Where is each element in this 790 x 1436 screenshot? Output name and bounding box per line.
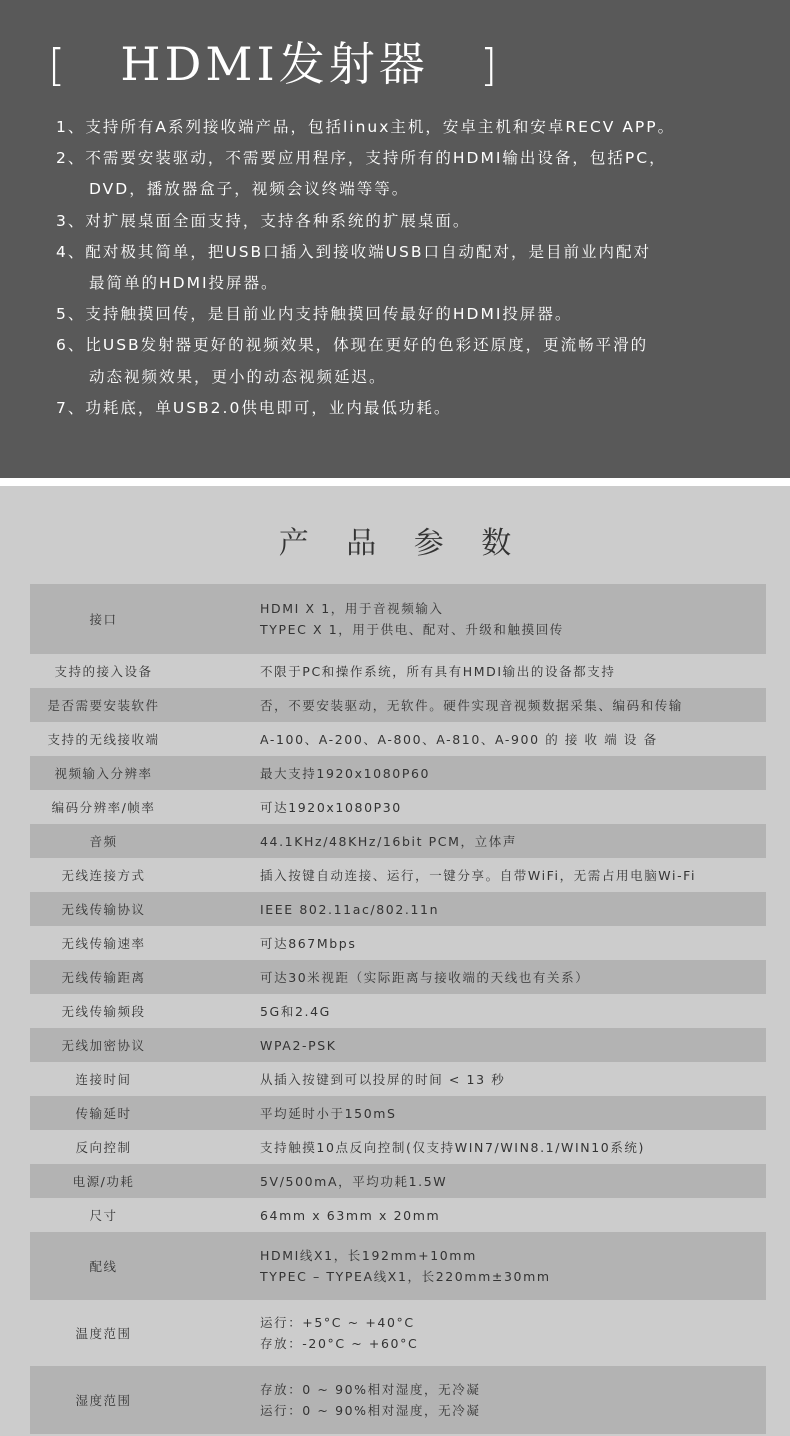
param-label: 支持的接入设备 <box>54 664 153 679</box>
param-value-line: A-100、A-200、A-800、A-810、A-900 的 接 收 端 设 备 <box>260 731 658 747</box>
param-label: 反向控制 <box>75 1140 132 1155</box>
param-label: 尺寸 <box>89 1208 118 1223</box>
param-label: 无线传输距离 <box>61 970 146 985</box>
param-value <box>177 661 766 682</box>
param-row <box>30 1366 766 1434</box>
param-value-line: 可达1920x1080P30 <box>260 799 402 815</box>
param-row <box>30 584 766 654</box>
param-row <box>30 994 766 1028</box>
param-value <box>177 933 766 954</box>
param-row <box>30 1062 766 1096</box>
param-value-line: IEEE 802.11ac/802.11n <box>260 901 440 917</box>
param-row <box>30 1198 766 1232</box>
param-value-line: 否，不要安装驱动，无软件。硬件实现音视频数据采集、编码和传输 <box>260 697 684 713</box>
param-value-line: 平均延时小于150mS <box>260 1105 397 1121</box>
param-label: 连接时间 <box>75 1072 132 1087</box>
param-value-line: WPA2-PSK <box>260 1037 337 1053</box>
param-value-line: 插入按键自动连接、运行，一键分享。自带WiFi，无需占用电脑Wi-Fi <box>260 867 697 883</box>
param-row <box>30 722 766 756</box>
param-row <box>30 926 766 960</box>
param-label: 编码分辨率/帧率 <box>51 800 156 815</box>
param-value <box>177 1312 766 1354</box>
param-label: 无线连接方式 <box>61 868 146 883</box>
param-value <box>177 763 766 784</box>
param-label: 无线加密协议 <box>61 1038 146 1053</box>
param-label: 接口 <box>89 612 118 627</box>
feature-line: 1、支持所有A系列接收端产品，包括linux主机，安卓主机和安卓RECV APP。 <box>56 118 676 136</box>
section-divider <box>0 478 790 486</box>
feature-line: 4、配对极其简单，把USB口插入到接收端USB口自动配对，是目前业内配对 <box>56 242 651 261</box>
param-value <box>177 1069 766 1090</box>
param-row <box>30 1028 766 1062</box>
param-value-line: 可达867Mbps <box>260 935 357 951</box>
param-value-line: 最大支持1920x1080P60 <box>260 765 431 781</box>
feature-line: DVD，播放器盒子，视频会议终端等等。 <box>89 180 410 199</box>
param-value <box>177 1245 766 1287</box>
param-value <box>177 967 766 988</box>
feature-line: 最简单的HDMI投屏器。 <box>89 273 279 292</box>
feature-line: 2、不需要安装驱动，不需要应用程序，支持所有的HDMI输出设备，包括PC， <box>56 149 667 168</box>
param-value <box>177 695 766 716</box>
title-left-bracket: [ <box>48 40 70 91</box>
param-label: 无线传输频段 <box>61 1004 146 1019</box>
param-label: 传输延时 <box>75 1106 132 1121</box>
param-row <box>30 1232 766 1300</box>
page-title <box>48 34 501 94</box>
param-value <box>177 1379 766 1421</box>
param-value-line: 运行：0 ~ 90%相对湿度，无冷凝 <box>260 1403 481 1418</box>
feature-line: 6、比USB发射器更好的视频效果，体现在更好的色彩还原度，更流畅平滑的 <box>56 336 649 355</box>
feature-line: 7、功耗底，单USB2.0供电即可，业内最低功耗。 <box>56 398 452 417</box>
param-row <box>30 790 766 824</box>
param-label: 湿度范围 <box>75 1393 132 1408</box>
param-value-line: TYPEC X 1，用于供电、配对、升级和触摸回传 <box>260 622 564 637</box>
param-value-line: 存放：0 ~ 90%相对湿度，无冷凝 <box>260 1382 481 1397</box>
param-value-line: 5G和2.4G <box>260 1003 331 1019</box>
param-value-line: 存放：-20°C ~ +60°C <box>260 1336 419 1351</box>
param-label: 电源/功耗 <box>72 1174 135 1189</box>
title-text: HDMI发射器 <box>120 37 429 91</box>
param-row <box>30 756 766 790</box>
param-label: 温度范围 <box>75 1326 132 1341</box>
param-value <box>177 1171 766 1192</box>
feature-line: 5、支持触摸回传，是目前业内支持触摸回传最好的HDMI投屏器。 <box>56 305 573 324</box>
param-value <box>177 1035 766 1056</box>
param-row <box>30 654 766 688</box>
feature-line: 动态视频效果，更小的动态视频延迟。 <box>89 367 387 386</box>
param-value-line: 44.1KHz/48KHz/16bit PCM，立体声 <box>260 833 517 849</box>
param-label: 音频 <box>89 834 118 849</box>
param-row <box>30 688 766 722</box>
param-value <box>177 598 766 640</box>
param-row <box>30 1300 766 1366</box>
feature-line: 3、对扩展桌面全面支持，支持各种系统的扩展桌面。 <box>56 211 471 230</box>
param-value-line: HDMI线X1，长192mm+10mm <box>260 1248 477 1263</box>
param-value-line: 可达30米视距（实际距离与接收端的天线也有关系） <box>260 969 590 985</box>
param-row <box>30 824 766 858</box>
feature-list <box>56 112 776 424</box>
param-value <box>177 1137 766 1158</box>
param-row <box>30 960 766 994</box>
param-value-line: 5V/500mA，平均功耗1.5W <box>260 1173 448 1189</box>
param-label: 无线传输速率 <box>61 936 146 951</box>
param-value-line: TYPEC – TYPEA线X1，长220mm±30mm <box>260 1269 551 1284</box>
param-value <box>177 865 766 886</box>
param-value <box>177 1103 766 1124</box>
param-value <box>177 899 766 920</box>
param-row <box>30 858 766 892</box>
param-label: 支持的无线接收端 <box>47 732 160 747</box>
param-value <box>177 1205 766 1226</box>
param-value-line: 支持触摸10点反向控制(仅支持WIN7/WIN8.1/WIN10系统) <box>260 1139 646 1155</box>
param-value-line: HDMI X 1，用于音视频输入 <box>260 601 444 616</box>
param-value-line: 不限于PC和操作系统，所有具有HMDI输出的设备都支持 <box>260 663 616 679</box>
param-value-line: 运行：+5°C ~ +40°C <box>260 1315 415 1330</box>
params-title: 产 品 参 数 <box>278 526 526 561</box>
param-value-line: 从插入按键到可以投屏的时间 < 13 秒 <box>260 1071 506 1087</box>
param-value <box>177 831 766 852</box>
param-label: 配线 <box>89 1259 118 1274</box>
title-right-bracket: ] <box>479 40 502 91</box>
param-row <box>30 1130 766 1164</box>
param-value <box>177 797 766 818</box>
param-value <box>177 729 766 750</box>
param-row <box>30 1164 766 1198</box>
params-table <box>30 584 766 1434</box>
param-value <box>177 1001 766 1022</box>
param-row <box>30 1096 766 1130</box>
param-label: 视频输入分辨率 <box>54 766 153 781</box>
param-value-line: 64mm x 63mm x 20mm <box>260 1207 441 1223</box>
param-row <box>30 892 766 926</box>
param-label: 是否需要安装软件 <box>47 698 160 713</box>
param-label: 无线传输协议 <box>61 902 146 917</box>
